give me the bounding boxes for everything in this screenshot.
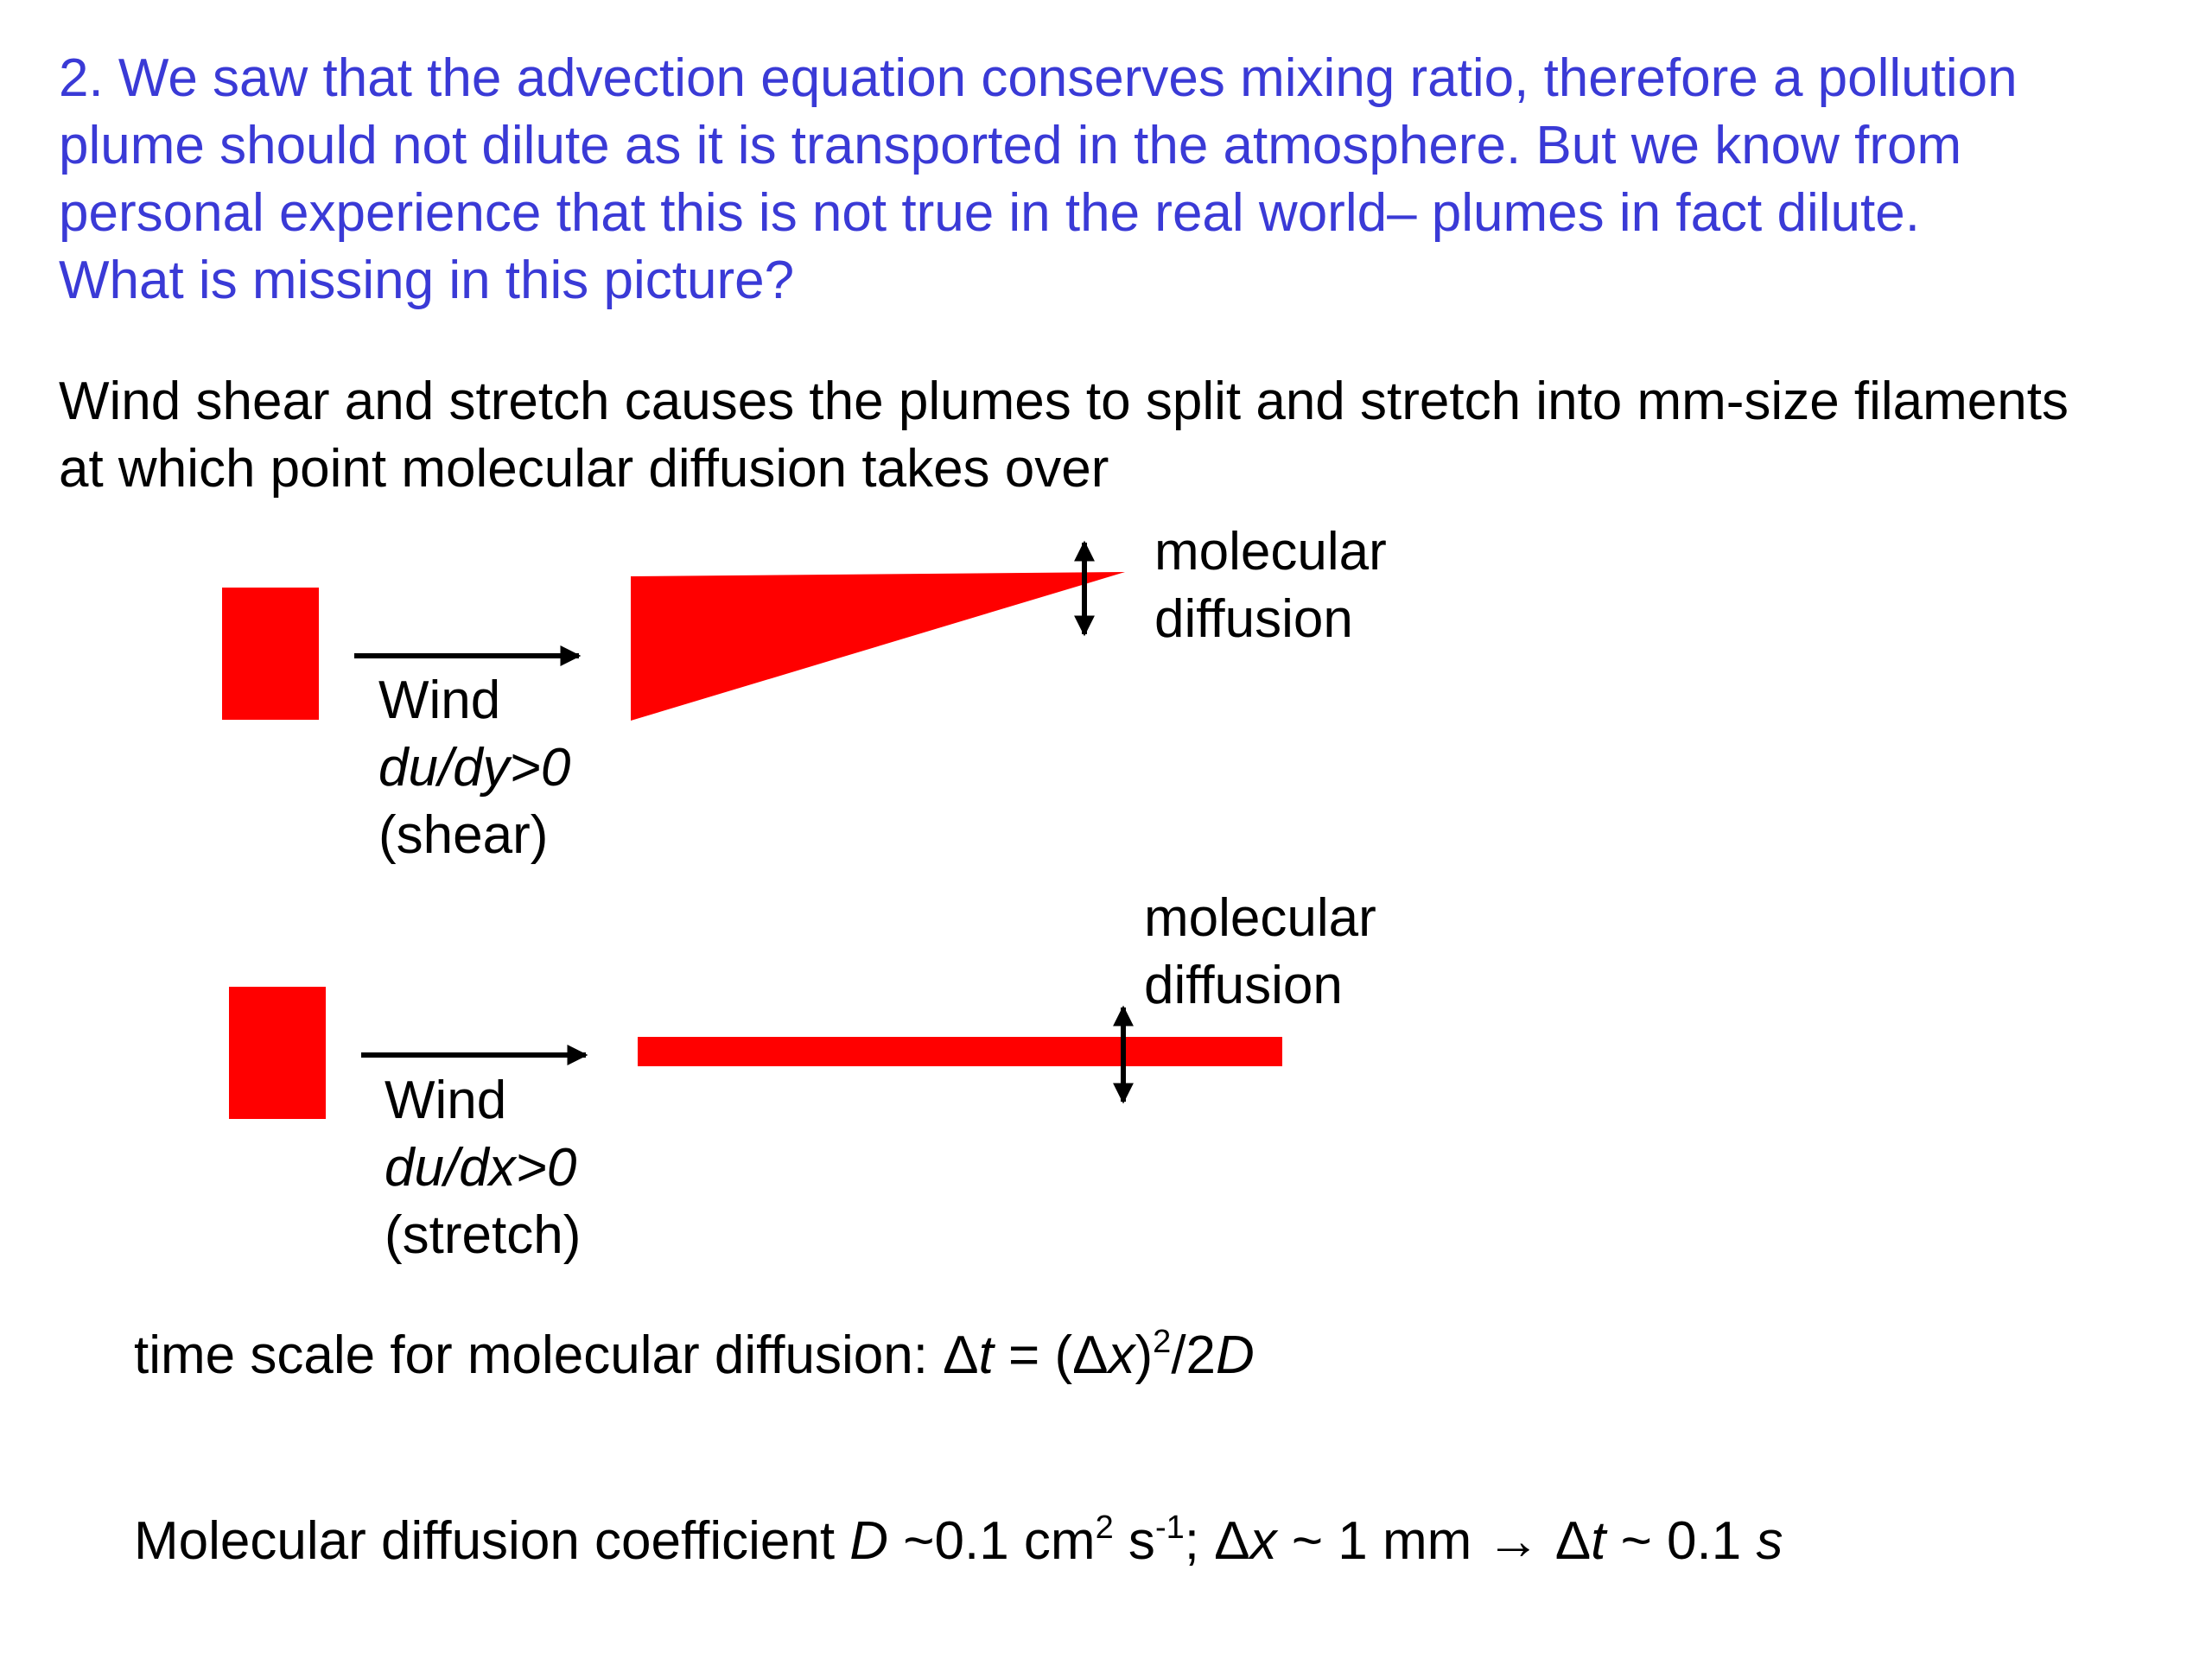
coeff-exp2: -1 — [1154, 1510, 1185, 1546]
question-line-1: 2. We saw that the advection equation conserves mixing ratio, therefore a pollution — [59, 48, 2018, 108]
stretch-gradient-label: du/dx>0 — [385, 1138, 577, 1198]
stretch-initial-plume — [229, 987, 326, 1119]
question-line-3: personal experience that this is not true in the real world– plumes in fact dilute. — [59, 183, 1920, 243]
coeff-exp1: 2 — [1095, 1510, 1114, 1546]
stretch-diffusion-label-1: molecular — [1144, 888, 1376, 948]
stretch-case-label: (stretch) — [385, 1205, 582, 1265]
timescale-div: /2 — [1171, 1325, 1217, 1385]
coeff-value: ~0.1 cm — [888, 1511, 1096, 1571]
shear-initial-plume — [222, 588, 319, 720]
coeff-dt-value: ~ 0.1 — [1605, 1511, 1757, 1571]
coefficient-line — [134, 1508, 1783, 1575]
timescale-prefix: time scale for molecular diffusion: Δ — [134, 1325, 979, 1385]
timescale-exponent: 2 — [1153, 1324, 1172, 1360]
timescale-close: ) — [1135, 1325, 1154, 1385]
stretch-wind-label: Wind — [385, 1071, 507, 1130]
shear-diffusion-label-1: molecular — [1154, 522, 1387, 582]
coeff-s: s — [1756, 1511, 1783, 1571]
timescale-x: x — [1108, 1325, 1135, 1385]
timescale-formula — [134, 1322, 1255, 1389]
question-line-4: What is missing in this picture? — [59, 251, 795, 310]
shear-case-label: (shear) — [378, 805, 549, 865]
answer-line-2: at which point molecular diffusion takes over — [59, 439, 1109, 499]
shear-wind-label: Wind — [378, 671, 501, 730]
timescale-t: t — [978, 1325, 994, 1385]
timescale-mid: = (Δ — [993, 1325, 1109, 1385]
stretch-diffusion-label-2: diffusion — [1144, 956, 1343, 1015]
stretch-filament-plume — [638, 1037, 1282, 1066]
shear-gradient-label: du/dy>0 — [378, 738, 571, 798]
coeff-unit-s: s — [1113, 1511, 1155, 1571]
shear-diffusion-label-2: diffusion — [1154, 589, 1353, 649]
coeff-t: t — [1591, 1511, 1606, 1571]
timescale-D: D — [1216, 1325, 1255, 1385]
coeff-dx-value: ~ 1 mm → Δ — [1276, 1511, 1592, 1571]
shear-stretched-plume — [631, 572, 1125, 721]
question-line-2: plume should not dilute as it is transported in the atmosphere. But we know from — [59, 116, 1962, 175]
coeff-prefix: Molecular diffusion coefficient — [134, 1511, 850, 1571]
coeff-sep: ; Δ — [1184, 1511, 1250, 1571]
answer-line-1: Wind shear and stretch causes the plumes to split and stretch into mm-size filaments — [59, 372, 2069, 431]
coeff-x: x — [1249, 1511, 1277, 1571]
coeff-D: D — [849, 1511, 889, 1571]
